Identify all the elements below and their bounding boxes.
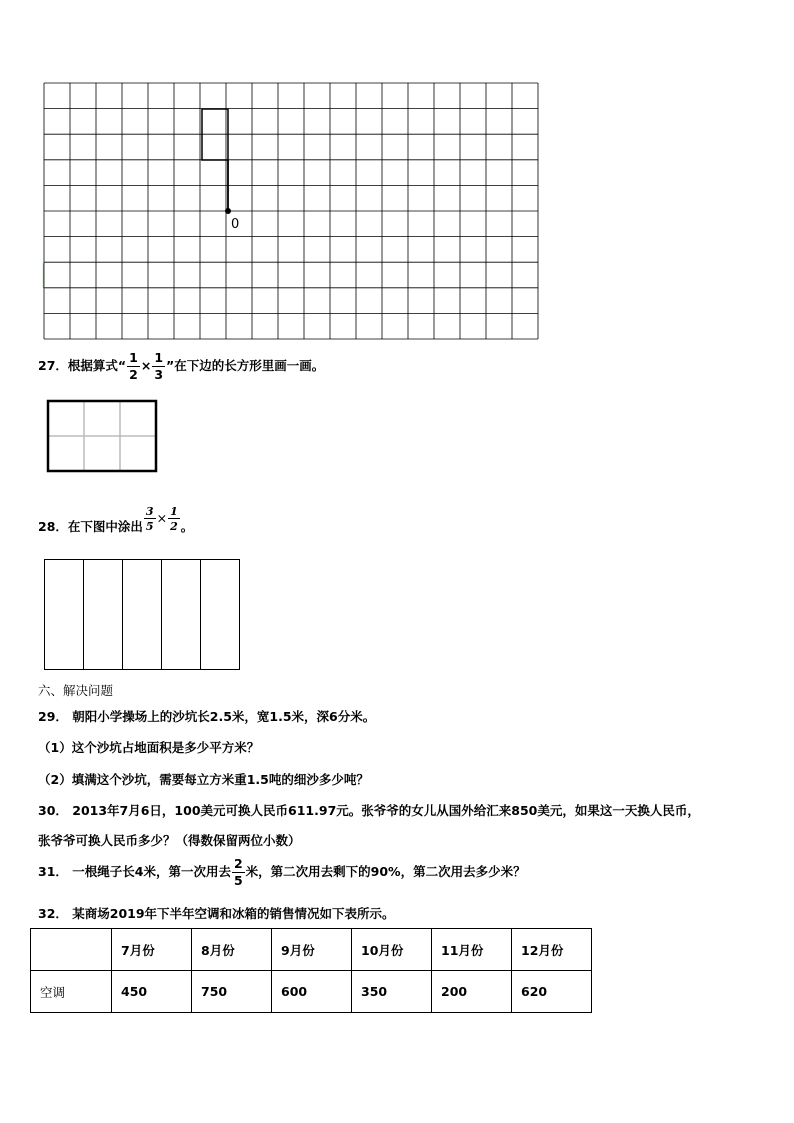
table-cell: 350 — [352, 971, 432, 1013]
q27-fraction-2: $\frac{1}{3}$ — [154, 350, 164, 382]
table-header-cell: 10月份 — [352, 929, 432, 971]
origin-point — [225, 208, 231, 214]
question-31 — [38, 858, 526, 887]
q27-prefix: 根据算式“ — [67, 358, 127, 373]
q27-suffix: ”在下边的长方形里画一画。 — [166, 358, 325, 373]
q27-rectangle — [46, 399, 160, 475]
table-header-cell: 11月份 — [432, 929, 512, 971]
table-header-row — [31, 929, 592, 971]
q28-prefix: 在下图中涂出 — [67, 518, 143, 534]
question-29-part-2: （2）填满这个沙坑，需要每立方米重1.5吨的细沙多少吨？ — [38, 772, 369, 787]
table-corner-cell — [31, 929, 112, 971]
table-header-cell: 7月份 — [112, 929, 192, 971]
table-header-cell: 8月份 — [192, 929, 272, 971]
q31-fraction: $\frac{2}{5}$ — [233, 856, 243, 888]
question-32: 32． 某商场2019年下半年空调和冰箱的销售情况如下表所示。 — [38, 906, 395, 921]
q28-rectangle — [43, 558, 243, 672]
q27-number: 27． — [38, 358, 68, 373]
table-row — [31, 971, 592, 1013]
q27-fraction-1: $\frac{1}{2}$ — [129, 350, 138, 382]
table-header-cell: 9月份 — [272, 929, 352, 971]
coordinate-grid — [0, 0, 794, 345]
sales-table — [30, 928, 592, 1013]
question-27 — [38, 352, 324, 381]
section-6-title: 六、解决问题 — [38, 683, 114, 698]
q31-prefix: 31． 一根绳子长4米，第一次用去 — [38, 864, 231, 879]
table-cell: 620 — [512, 971, 592, 1013]
question-29: 29． 朝阳小学操场上的沙坑长2.5米，宽1.5米，深6分米。 — [38, 709, 376, 724]
table-row-label: 空调 — [31, 971, 112, 1013]
table-cell: 750 — [192, 971, 272, 1013]
question-28 — [38, 506, 193, 532]
q28-suffix: 。 — [180, 518, 194, 534]
table-cell: 600 — [272, 971, 352, 1013]
table-header-cell: 12月份 — [512, 929, 592, 971]
question-30-line-1: 30． 2013年7月6日，100美元可换人民币611.97元。张爷爷的女儿从国外给汇来850美元，如果这一天换人民币， — [38, 803, 700, 818]
q28-fraction-1: $\frac{3}{5}$ — [145, 505, 154, 533]
table-cell: 450 — [112, 971, 192, 1013]
q27-operator: × — [140, 358, 152, 373]
question-29-part-1: （1）这个沙坑占地面积是多少平方米？ — [38, 740, 260, 755]
origin-label: 0 — [231, 217, 240, 232]
question-30-line-2: 张爷爷可换人民币多少？（得数保留两位小数） — [38, 833, 301, 848]
table-cell: 200 — [432, 971, 512, 1013]
q28-number: 28． — [38, 518, 68, 534]
q28-operator: × — [156, 510, 168, 526]
q31-suffix: 米，第二次用去剩下的90%，第二次用去多少米？ — [245, 864, 526, 879]
q28-fraction-2: $\frac{1}{2}$ — [170, 505, 178, 533]
